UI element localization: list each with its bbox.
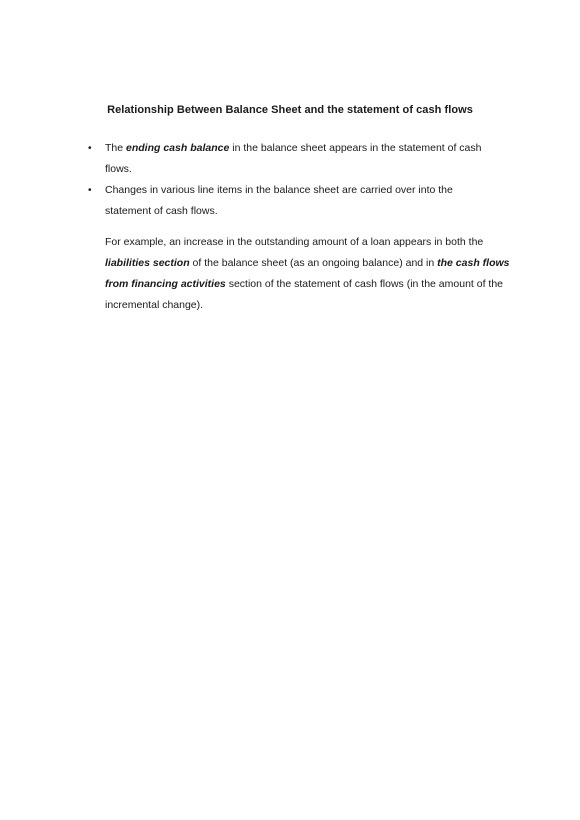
paragraph-text-2: of the balance sheet (as an ongoing balance) and in [189,257,438,269]
bullet-icon: • [88,185,92,196]
page-title: Relationship Between Balance Sheet and the statement of cash flows [107,104,473,116]
example-paragraph [105,232,510,316]
list-item [85,138,495,180]
bullet-text-suffix: in the balance sheet appears in the statement of cash flows. [105,142,482,175]
emphasis-ending-cash-balance: ending cash balance [126,142,230,154]
list-item [85,180,495,222]
bullet-icon: • [88,143,92,154]
bullet-text-prefix: The [105,142,127,154]
emphasis-liabilities-section: liabilities section [105,257,190,269]
paragraph-text-1: For example, an increase in the outstanding amount of a loan appears in both the [105,236,484,248]
emphasis-financing-activities: the cash flows from financing activities [105,257,510,290]
paragraph-text-3: section of the statement of cash flows (in the amount of the incremental change). [105,278,504,311]
bullet-text: Changes in various line items in the balance sheet are carried over into the statement of cash flows. [105,184,453,217]
bullet-list [85,138,495,222]
